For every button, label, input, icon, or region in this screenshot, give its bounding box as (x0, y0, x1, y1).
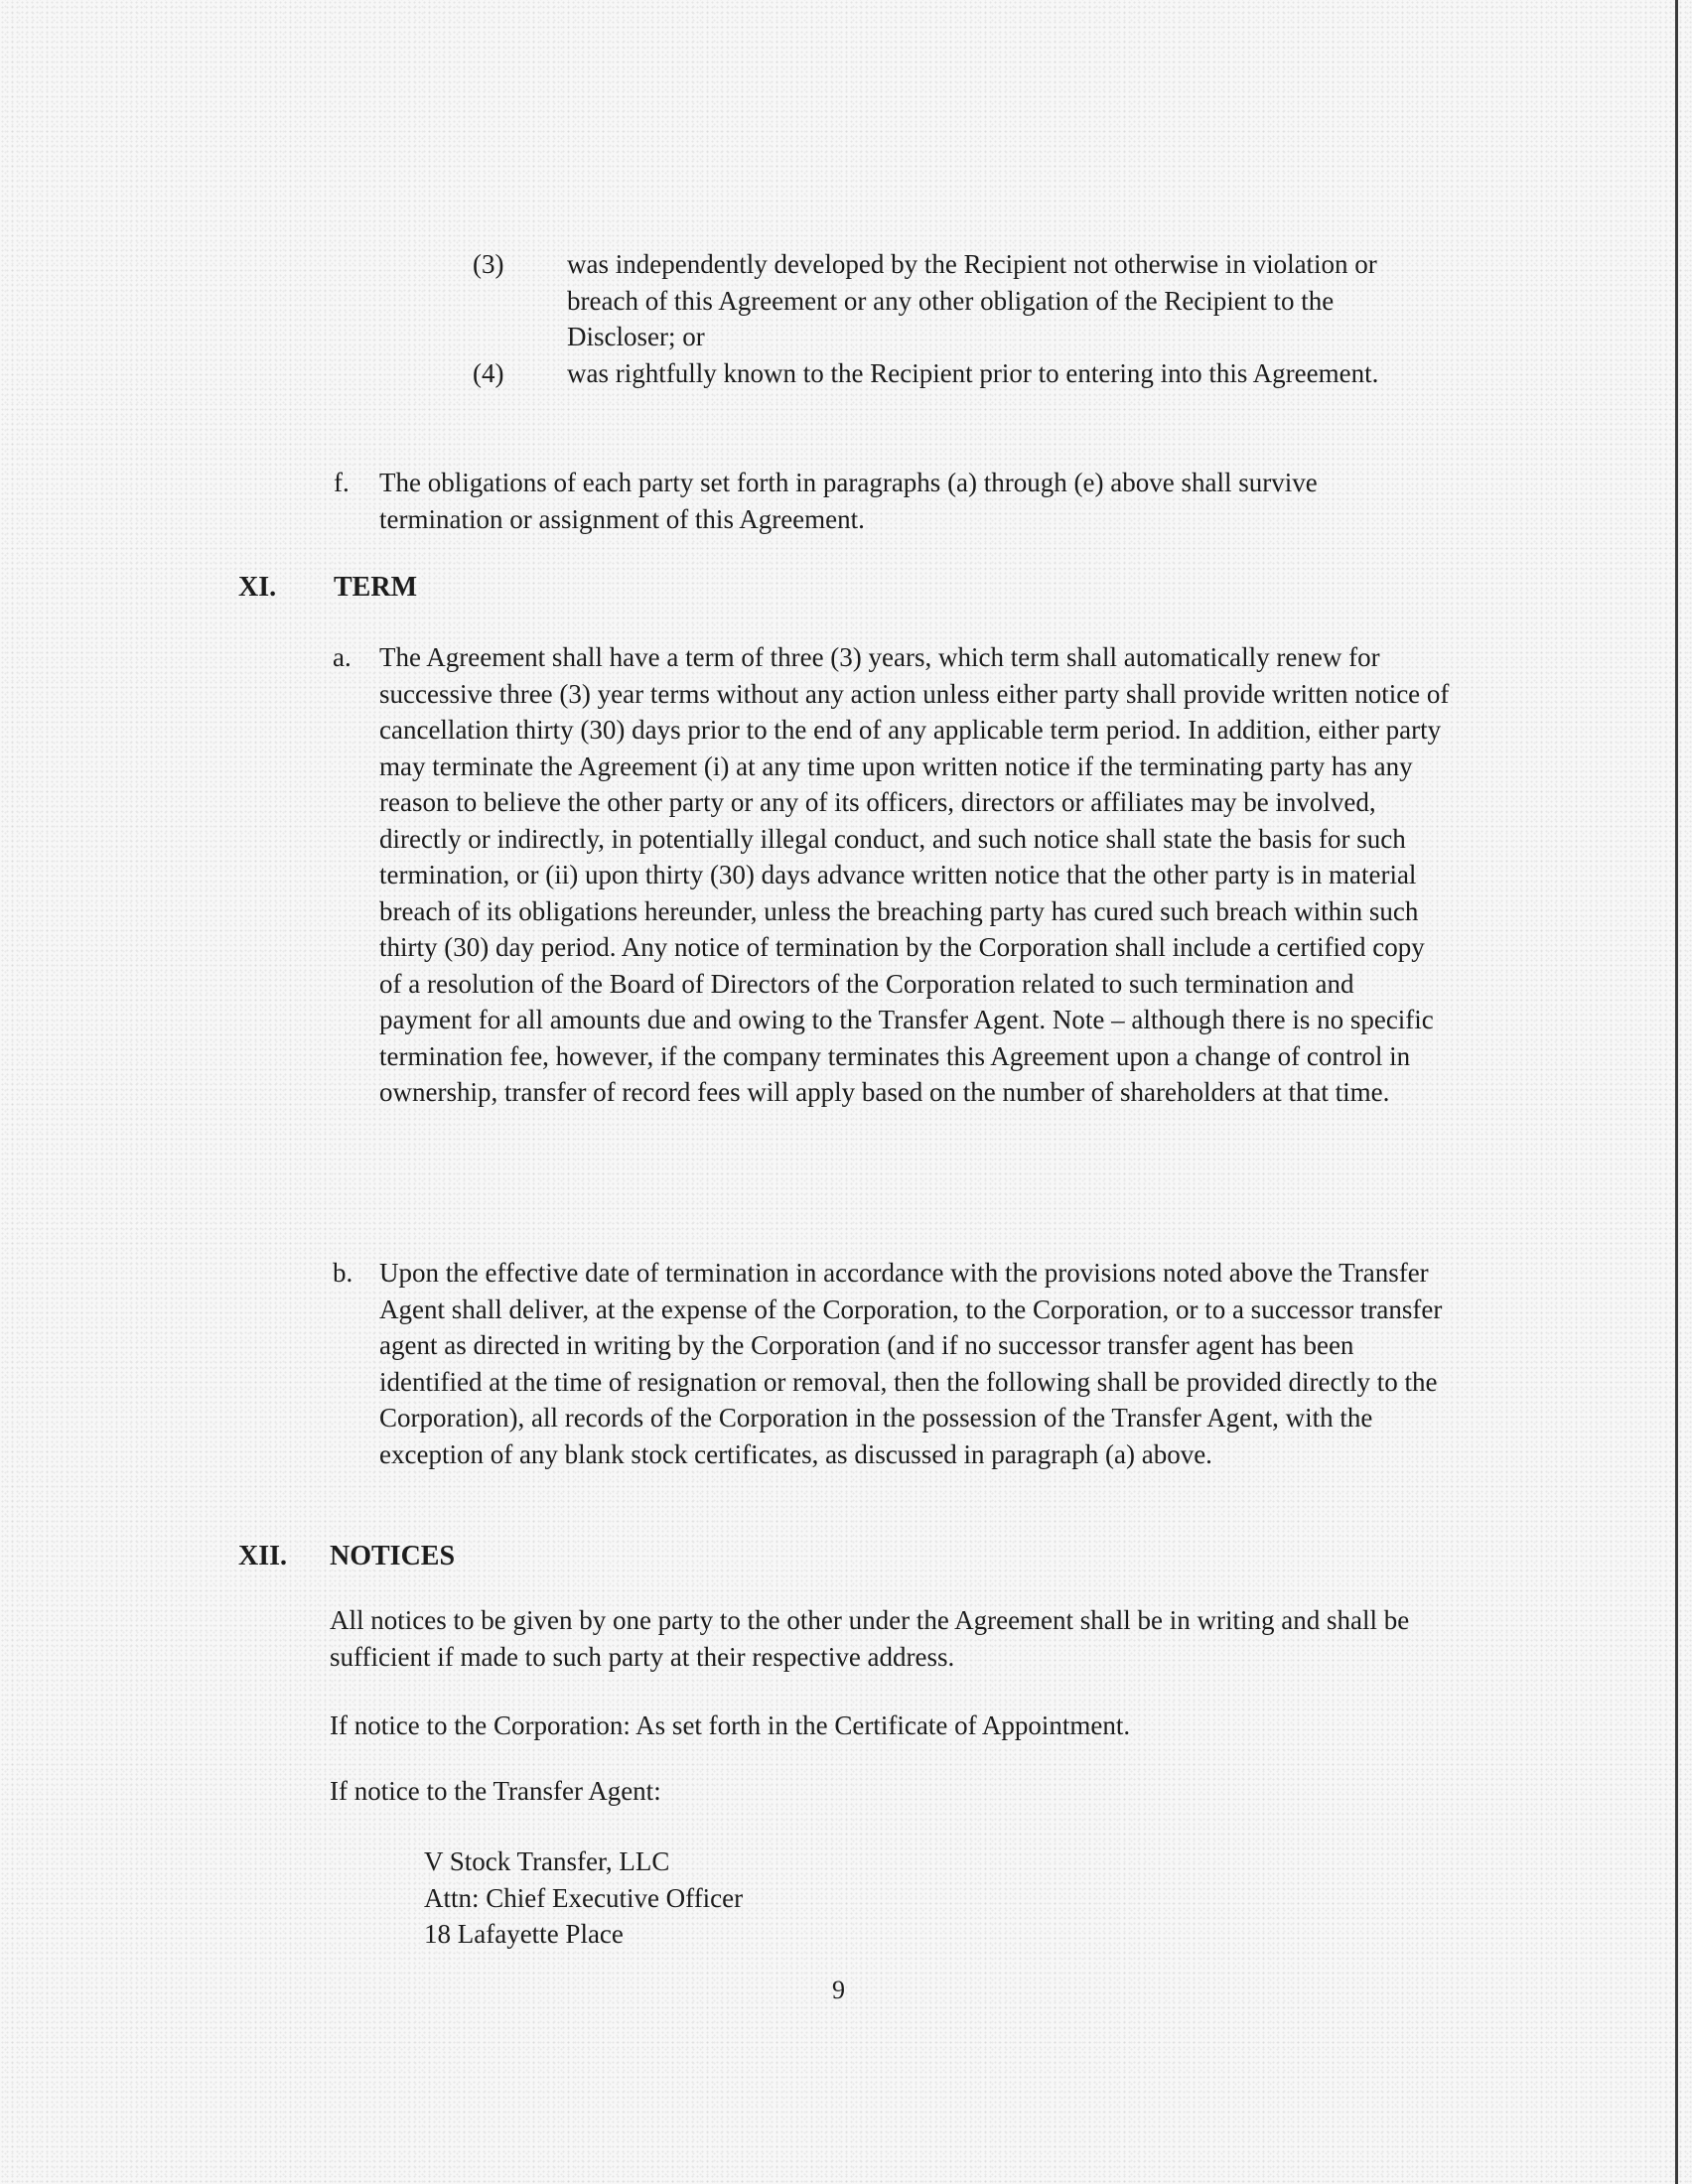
transfer-agent-address (424, 1843, 743, 1953)
term-para-a-text: The Agreement shall have a term of three (3) years, which term shall automatically renew for successive three (3) year terms without any action unless either party shall provide written notice of cancellation thirty (30) days prior to the end of any applicable term period. In addition, either party may terminate the Agreement (i) at any time upon written notice if the terminating party has any reason to believe the other party or any of its officers, directors or affiliates may be involved, directly or indirectly, in potentially illegal conduct, and such notice shall state the basis for such termination, or (ii) upon thirty (30) days advance written notice that the other party is in material breach of its obligations hereunder, unless the breaching party has cured such breach within such thirty (30) day period. Any notice of termination by the Corporation shall include a certified copy of a resolution of the Board of Directors of the Corporation related to such termination and payment for all amounts due and owing to the Transfer Agent. Note – although there is no specific termination fee, however, if the company terminates this Agreement upon a change of control in ownership, transfer of record fees will apply based on the number of shareholders at that time. (379, 642, 1450, 1107)
item-4-text: was rightfully known to the Recipient prior to entering into this Agreement. (567, 358, 1379, 388)
notices-intro: All notices to be given by one party to the other under the Agreement shall be in writing and shall be sufficient if made to such party at their respective address. (330, 1605, 1410, 1672)
notice-to-corporation: If notice to the Corporation: As set forth in the Certificate of Appointment. (330, 1710, 1131, 1740)
para-f-label: f. (334, 468, 350, 497)
section-xi-number: XI. (238, 572, 277, 603)
para-f-text: The obligations of each party set forth in paragraphs (a) through (e) above shall survive termination or assignment of this Agreement. (379, 468, 1318, 534)
item-4-number: (4) (473, 358, 504, 388)
item-3-text: was independently developed by the Recipient not otherwise in violation or breach of this Agreement or any other obligation of the Recipient to the Discloser; or (567, 249, 1377, 351)
address-line: 18 Lafayette Place (424, 1919, 624, 1949)
term-para-b-label: b. (333, 1258, 353, 1288)
scan-edge-line (1675, 0, 1678, 2184)
item-3-number: (3) (473, 249, 504, 279)
term-para-b-text: Upon the effective date of termination in accordance with the provisions noted above the Transfer Agent shall deliver, at the expense of the Corporation, to the Corporation, or to a successor transfer agent as directed in writing by the Corporation (and if no successor transfer agent has been identified at the time of resignation or removal, then the following shall be provided directly to the Corporation), all records of the Corporation in the possession of the Transfer Agent, with the exception of any blank stock certificates, as discussed in paragraph (a) above. (379, 1258, 1443, 1469)
section-xii-title: NOTICES (330, 1541, 456, 1571)
address-line: V Stock Transfer, LLC (424, 1846, 670, 1876)
section-xi-title: TERM (334, 572, 417, 603)
address-line: Attn: Chief Executive Officer (424, 1882, 744, 1913)
notice-to-transfer-agent: If notice to the Transfer Agent: (330, 1776, 661, 1806)
term-para-a-label: a. (333, 642, 352, 672)
page-number: 9 (832, 1976, 845, 2004)
section-xii-number: XII. (238, 1541, 288, 1571)
